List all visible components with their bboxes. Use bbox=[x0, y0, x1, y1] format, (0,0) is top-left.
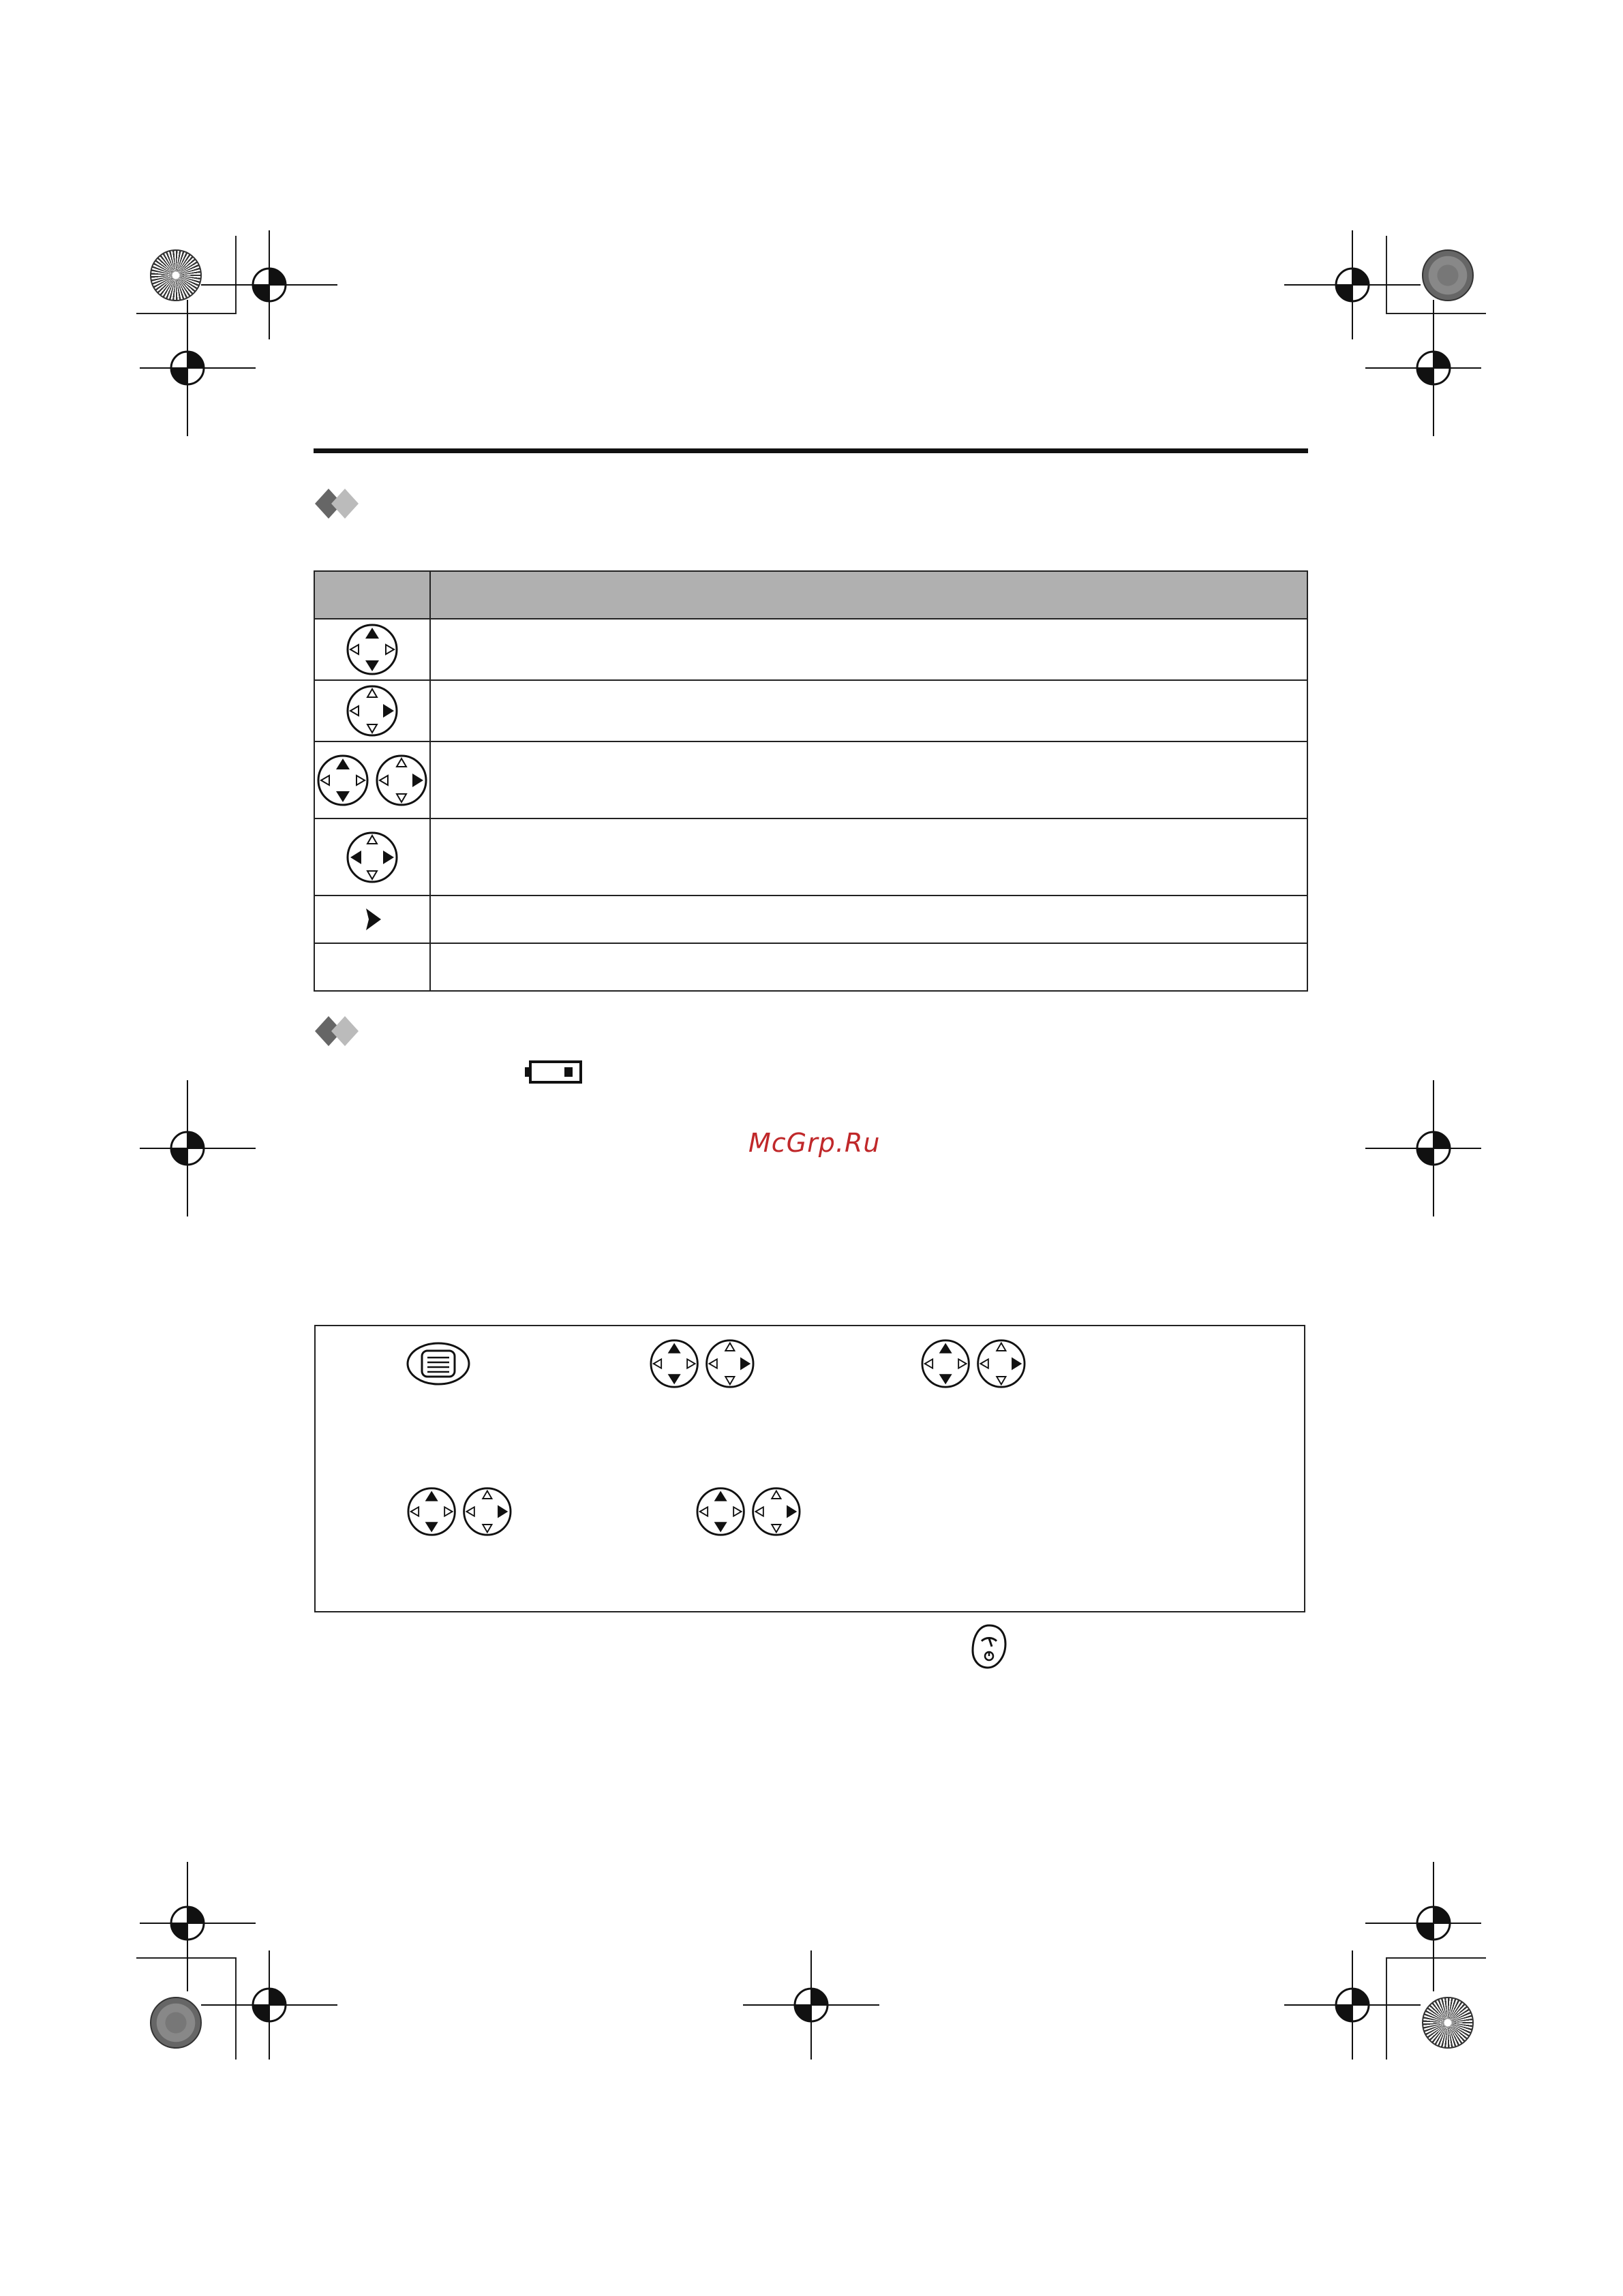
nav-left-right-icon bbox=[345, 830, 399, 885]
table-row bbox=[314, 741, 1307, 818]
table-cell-description bbox=[430, 619, 1307, 680]
section-diamond-bullet-icon bbox=[315, 487, 369, 521]
nav-up-down-plus-right-icon[interactable] bbox=[406, 1486, 513, 1537]
table-cell-description bbox=[430, 943, 1307, 991]
table-row bbox=[314, 818, 1307, 896]
table-cell-icon bbox=[314, 943, 430, 991]
registration-crosshair-icon bbox=[119, 300, 256, 436]
battery-low-icon bbox=[525, 1060, 583, 1084]
registration-crosshair-icon bbox=[1365, 1080, 1502, 1216]
nav-up-down-plus-right-icon bbox=[317, 753, 427, 808]
registration-crosshair-icon bbox=[743, 1937, 879, 2073]
table-header-description bbox=[430, 571, 1307, 619]
registration-crosshair-icon bbox=[119, 1080, 256, 1216]
nav-up-down-plus-right-icon[interactable] bbox=[648, 1338, 756, 1390]
end-call-power-key-icon[interactable] bbox=[971, 1623, 1007, 1670]
procedure-steps-box bbox=[314, 1325, 1305, 1612]
nav-up-down-plus-right-icon[interactable] bbox=[695, 1486, 802, 1537]
table-cell-description bbox=[430, 680, 1307, 741]
menu-key-icon[interactable] bbox=[406, 1341, 471, 1386]
table-row bbox=[314, 619, 1307, 680]
table-header-icon bbox=[314, 571, 430, 619]
watermark-text: McGrp.Ru bbox=[748, 1128, 881, 1158]
table-cell-description bbox=[430, 741, 1307, 818]
icon-legend-table bbox=[314, 570, 1308, 992]
small-arrow-icon bbox=[362, 907, 382, 932]
nav-right-icon bbox=[345, 684, 399, 738]
table-row bbox=[314, 896, 1307, 943]
registration-starburst-bottom-right bbox=[1422, 1997, 1474, 2049]
table-cell-description bbox=[430, 818, 1307, 896]
nav-up-down-plus-right-icon[interactable] bbox=[920, 1338, 1027, 1390]
registration-starburst-top-left bbox=[150, 249, 202, 301]
table-row bbox=[314, 943, 1307, 991]
table-row bbox=[314, 680, 1307, 741]
registration-starburst-top-right bbox=[1422, 249, 1474, 301]
registration-crosshair-icon bbox=[201, 1937, 337, 2073]
section-diamond-bullet-icon bbox=[315, 1014, 369, 1048]
table-cell-description bbox=[430, 896, 1307, 943]
registration-crosshair-icon bbox=[1284, 1937, 1421, 2073]
header-rule bbox=[314, 448, 1308, 453]
registration-crosshair-icon bbox=[1365, 300, 1502, 436]
registration-starburst-bottom-left bbox=[150, 1997, 202, 2049]
nav-up-down-icon bbox=[345, 622, 399, 677]
